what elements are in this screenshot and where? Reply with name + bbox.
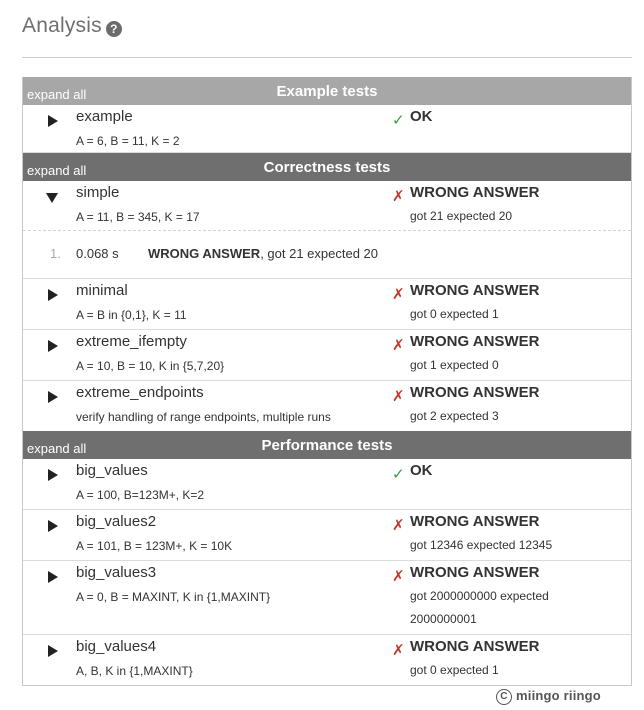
analysis-header: [22, 14, 122, 38]
test-name: big_values2: [76, 513, 157, 530]
test-row-extreme-ifempty[interactable]: [23, 330, 631, 381]
expand-triangle-icon[interactable]: [48, 391, 58, 403]
test-name: minimal: [76, 282, 128, 299]
test-status: WRONG ANSWER: [410, 282, 540, 299]
cross-icon: ✗: [392, 286, 405, 303]
test-desc: A = 100, B=123M+, K=2: [76, 488, 205, 502]
test-desc: A = B in {0,1}, K = 11: [76, 308, 187, 322]
run-detail: , got 21 expected 20: [260, 246, 378, 261]
test-name: example: [76, 108, 133, 125]
test-detail: got 0 expected 1: [410, 307, 499, 321]
run-time: 0.068 s: [76, 246, 119, 261]
check-icon: ✓: [392, 466, 405, 483]
section-title: Correctness tests: [263, 158, 391, 176]
test-name: extreme_endpoints: [76, 384, 204, 401]
test-row-minimal[interactable]: [23, 279, 631, 330]
cross-icon: ✗: [392, 568, 405, 585]
section-header-example-tests: [23, 77, 631, 105]
test-desc: A, B, K in {1,MAXINT}: [76, 664, 193, 678]
test-name: simple: [76, 184, 120, 201]
check-icon: ✓: [392, 112, 405, 129]
test-detail: got 21 expected 20: [410, 209, 513, 223]
test-detail: got 2000000000 expected 2000000001: [410, 589, 549, 626]
expand-triangle-icon[interactable]: [48, 520, 58, 532]
expand-all-button[interactable]: expand all: [27, 163, 87, 178]
expand-triangle-icon[interactable]: [48, 571, 58, 583]
copyright-icon: C: [496, 689, 512, 705]
test-detail: got 0 expected 1: [410, 663, 499, 677]
watermark-text: miingo riingo: [516, 688, 601, 703]
test-desc: A = 101, B = 123M+, K = 10K: [76, 539, 233, 553]
expand-triangle-icon[interactable]: [48, 115, 58, 127]
cross-icon: ✗: [392, 388, 405, 405]
test-status: WRONG ANSWER: [410, 184, 540, 201]
test-status: OK: [410, 462, 433, 479]
cross-icon: ✗: [392, 337, 405, 354]
test-status: WRONG ANSWER: [410, 564, 540, 581]
test-detail: got 12346 expected 12345: [410, 538, 553, 552]
test-row-big-values4[interactable]: [23, 635, 631, 685]
expand-all-button[interactable]: expand all: [27, 441, 87, 456]
test-status: WRONG ANSWER: [410, 333, 540, 350]
section-header-performance-tests: [23, 431, 631, 459]
cross-icon: ✗: [392, 188, 405, 205]
run-message: [148, 246, 378, 261]
collapse-triangle-icon[interactable]: [46, 193, 58, 203]
section-title: Performance tests: [261, 436, 393, 454]
test-status: WRONG ANSWER: [410, 513, 540, 530]
test-status: WRONG ANSWER: [410, 638, 540, 655]
test-desc: A = 0, B = MAXINT, K in {1,MAXINT}: [76, 590, 271, 604]
test-status: WRONG ANSWER: [410, 384, 540, 401]
test-name: big_values4: [76, 638, 157, 655]
test-desc: A = 6, B = 11, K = 2: [76, 134, 180, 148]
expand-triangle-icon[interactable]: [48, 645, 58, 657]
test-desc: verify handling of range endpoints, multiple runs: [76, 410, 331, 424]
test-row-big-values[interactable]: [23, 459, 631, 510]
test-row-extreme-endpoints[interactable]: [23, 381, 631, 431]
test-row-simple[interactable]: [23, 181, 631, 230]
run-number: 1.: [50, 246, 61, 261]
section-title: Example tests: [276, 82, 378, 100]
test-desc: A = 10, B = 10, K in {5,7,20}: [76, 359, 225, 373]
expand-triangle-icon[interactable]: [48, 289, 58, 301]
expand-triangle-icon[interactable]: [48, 469, 58, 481]
help-icon[interactable]: ?: [106, 21, 122, 37]
test-row-example[interactable]: [23, 105, 631, 153]
run-result: WRONG ANSWER: [148, 246, 261, 261]
title-divider: [22, 57, 632, 58]
test-name: big_values: [76, 462, 148, 479]
test-name: big_values3: [76, 564, 157, 581]
test-status: OK: [410, 108, 433, 125]
test-detail: got 1 expected 0: [410, 358, 499, 372]
test-detail: got 2 expected 3: [410, 409, 499, 423]
watermark: [496, 688, 601, 705]
run-row: [23, 230, 631, 279]
test-row-big-values2[interactable]: [23, 510, 631, 561]
expand-all-button[interactable]: expand all: [27, 87, 87, 102]
test-desc: A = 11, B = 345, K = 17: [76, 210, 200, 224]
test-row-big-values3[interactable]: [23, 561, 631, 635]
cross-icon: ✗: [392, 642, 405, 659]
section-header-correctness-tests: [23, 153, 631, 181]
expand-triangle-icon[interactable]: [48, 340, 58, 352]
tests-panel: [22, 77, 632, 686]
cross-icon: ✗: [392, 517, 405, 534]
page-title: Analysis: [22, 14, 102, 37]
test-name: extreme_ifempty: [76, 333, 187, 350]
